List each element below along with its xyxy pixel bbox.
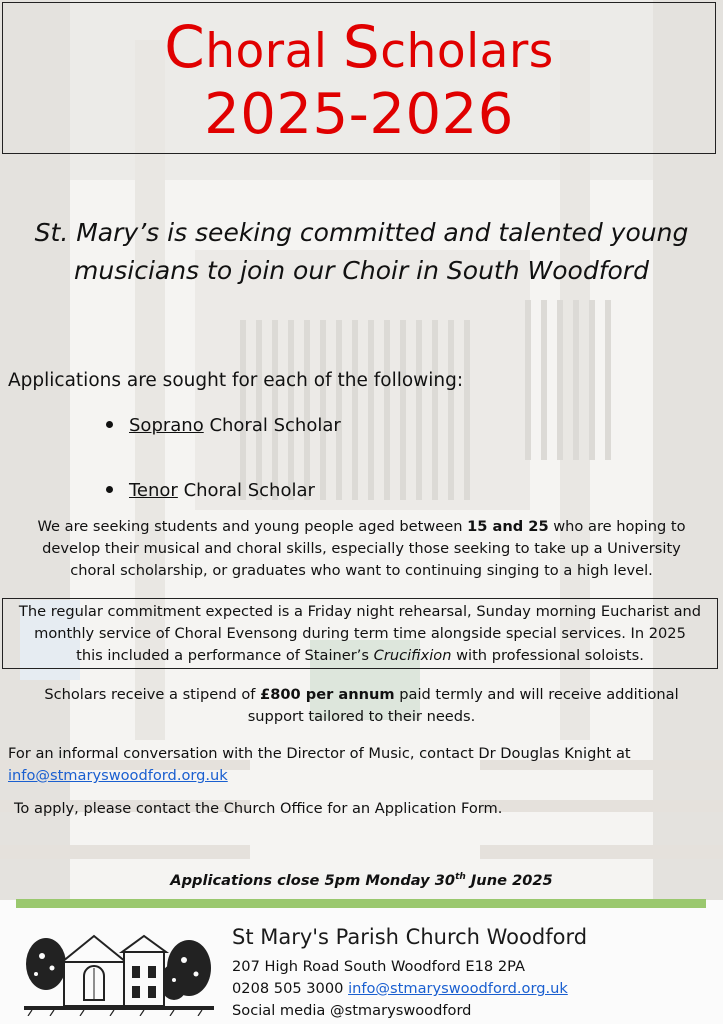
apply-text: To apply, please contact the Church Office for an Application Form. (14, 800, 503, 817)
church-illustration-logo (24, 922, 214, 1016)
stipend-paragraph: Scholars receive a stipend of £800 per annum paid termly and will receive additional support tailored to their needs. (44, 686, 679, 725)
role-soprano: Soprano Choral Scholar (106, 415, 341, 436)
commitment-box: The regular commitment expected is a Friday night rehearsal, Sunday morning Eucharist and monthly service of Choral Evensong during term time alongside special services. In 2025 this included a performance of Stainer’s Crucifixion with professional soloists. (2, 598, 718, 669)
church-address: 207 High Road South Woodford E18 2PA (232, 958, 525, 975)
contact-email-link[interactable]: info@stmaryswoodford.org.uk (8, 767, 228, 784)
divider-bar (16, 899, 706, 908)
role-tenor: Tenor Choral Scholar (106, 480, 315, 501)
contact-paragraph: For an informal conversation with the Director of Music, contact Dr Douglas Knight at info@stmaryswoodford.org.uk (8, 745, 631, 784)
title-box (2, 2, 716, 154)
applications-heading: Applications are sought for each of the following: (8, 370, 464, 391)
social-media-handle: Social media @stmaryswoodford (232, 1002, 472, 1019)
bullet-icon (106, 486, 113, 493)
deadline-text: Applications close 5pm Monday 30th June 2025 (170, 872, 553, 889)
church-phone-email: 0208 505 3000 info@stmaryswoodford.org.uk (232, 980, 568, 997)
footer-email-link[interactable]: info@stmaryswoodford.org.uk (348, 980, 568, 997)
title-line-1: Choral Scholars (164, 13, 554, 81)
church-name: St Mary's Parish Church Woodford (232, 925, 588, 949)
eligibility-paragraph: We are seeking students and young people aged between 15 and 25 who are hoping to develop their musical and choral skills, especially those seeking to take up a University choral scholarship, or graduates who want to continuing singing to a high level. (37, 518, 686, 579)
title-year: 2025-2026 (204, 82, 514, 147)
bullet-icon (106, 421, 113, 428)
intro-text: St. Mary’s is seeking committed and talented young musicians to join our Choir in South Woodford (34, 218, 689, 285)
